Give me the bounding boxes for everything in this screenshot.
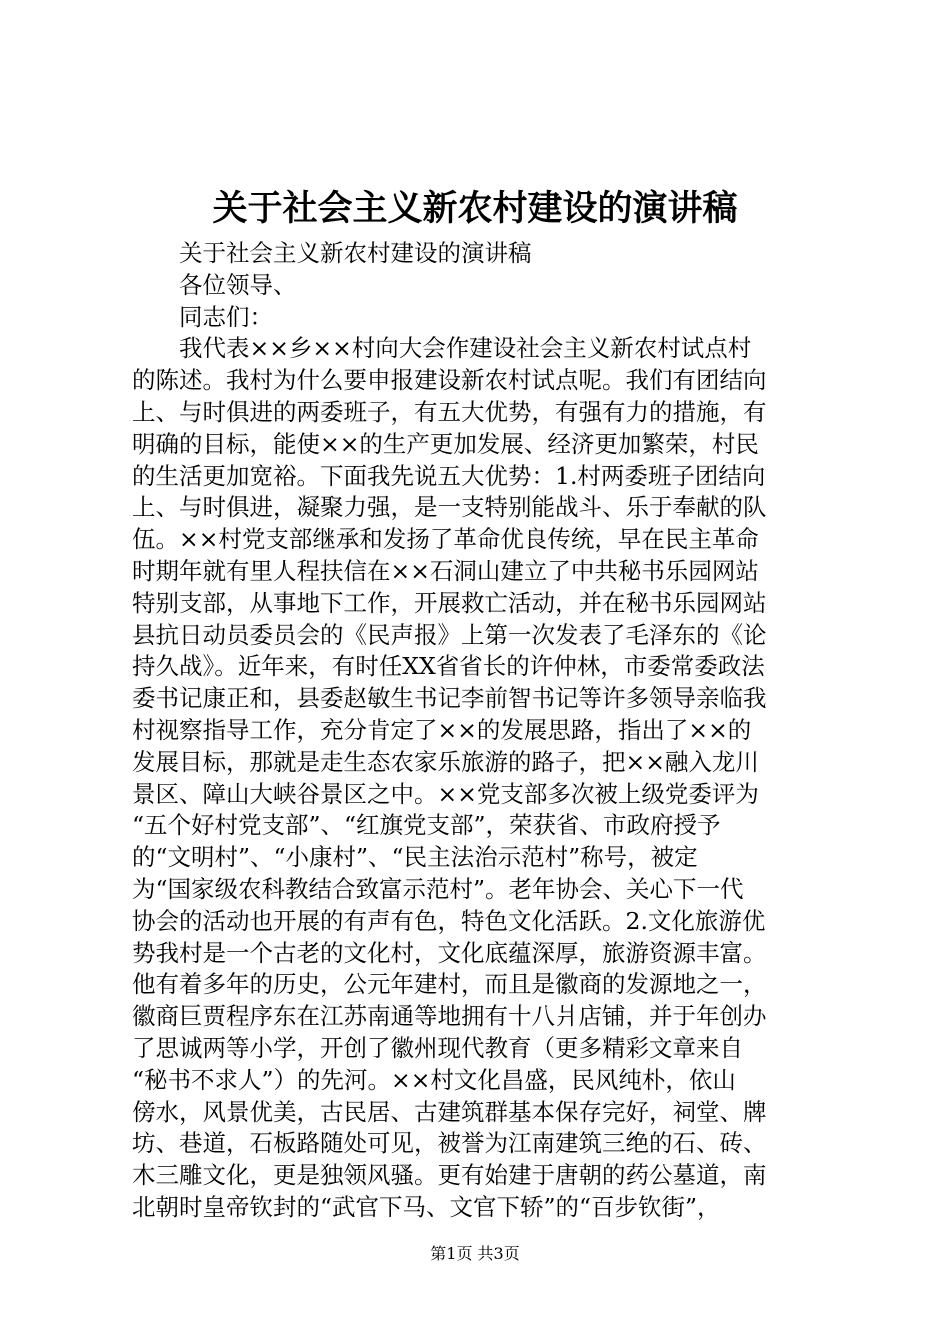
body-line: 伍。××村党支部继承和发扬了革命优良传统，早在民主革命 — [132, 525, 759, 554]
body-line: “秘书不求人”）的先河。××村文化昌盛，民风纯朴，依山 — [132, 1065, 736, 1094]
body-line: 他有着多年的历史，公元年建村，而且是徽商的发源地之一， — [132, 970, 767, 999]
body-line: 县抗日动员委员会的《民声报》上第一次发表了毛泽东的《论 — [132, 620, 767, 649]
body-line: 的“文明村”、“小康村”、“民主法治示范村”称号，被定 — [132, 843, 698, 872]
body-line: 北朝时皇帝钦封的“武官下马、文官下轿”的“百步钦街”， — [132, 1192, 721, 1221]
document-title: 关于社会主义新农村建设的演讲稿 — [212, 188, 738, 229]
page-footer: 第1页 共3页 — [430, 1244, 520, 1263]
body-line: 坊、巷道，石板路随处可见，被誉为江南建筑三绝的石、砖、 — [132, 1129, 767, 1158]
body-line: 木三雕文化，更是独领风骚。更有始建于唐朝的药公墓道，南 — [132, 1161, 767, 1190]
body-line: 的陈述。我村为什么要申报建设新农村试点呢。我们有团结向 — [132, 366, 767, 395]
body-line: 同志们： — [179, 302, 273, 331]
body-line: 我代表××乡××村向大会作建设社会主义新农村试点村 — [179, 334, 752, 363]
body-line: 委书记康正和，县委赵敏生书记李前智书记等许多领导亲临我 — [132, 684, 767, 713]
body-line: 各位领导、 — [179, 270, 297, 299]
document-body — [132, 238, 830, 1224]
body-line: 势我村是一个古老的文化村，文化底蕴深厚，旅游资源丰富。 — [132, 938, 767, 967]
body-line: 关于社会主义新农村建设的演讲稿 — [179, 239, 532, 267]
body-line: 上、与时俱进，凝聚力强，是一支特别能战斗、乐于奉献的队 — [132, 493, 767, 522]
body-line: 上、与时俱进的两委班子，有五大优势，有强有力的措施，有 — [132, 397, 767, 426]
body-line: “五个好村党支部”、“红旗党支部”，荣获省、市政府授予 — [132, 811, 721, 840]
body-line: 了思诚两等小学，开创了徽州现代教育（更多精彩文章来自 — [132, 1033, 743, 1062]
body-line: 的生活更加宽裕。下面我先说五大优势：1.村两委班子团结向 — [132, 461, 766, 490]
body-line: 徽商巨贾程序东在江苏南通等地拥有十八爿店铺，并于年创办 — [132, 1002, 767, 1031]
body-line: 持久战》。近年来，有时任XX省省长的许仲林，市委常委政法 — [132, 652, 765, 681]
body-line: 傍水，风景优美，古民居、古建筑群基本保存完好，祠堂、牌 — [132, 1097, 767, 1126]
body-line: 协会的活动也开展的有声有色，特色文化活跃。2.文化旅游优 — [132, 906, 766, 935]
body-line: 村视察指导工作，充分肯定了××的发展思路，指出了××的 — [132, 715, 752, 744]
body-line: 景区、障山大峡谷景区之中。××党支部多次被上级党委评为 — [132, 779, 759, 808]
body-line: 特别支部，从事地下工作，开展救亡活动，并在秘书乐园网站 — [132, 588, 767, 617]
body-line: 发展目标，那就是走生态农家乐旅游的路子，把××融入龙川 — [132, 747, 759, 776]
body-line: 为“国家级农科教结合致富示范村”。老年协会、关心下一代 — [132, 874, 744, 903]
body-line: 明确的目标，能使××的生产更加发展、经济更加繁荣，村民 — [132, 429, 759, 458]
body-line: 时期年就有里人程扶信在××石洞山建立了中共秘书乐园网站 — [132, 556, 759, 585]
